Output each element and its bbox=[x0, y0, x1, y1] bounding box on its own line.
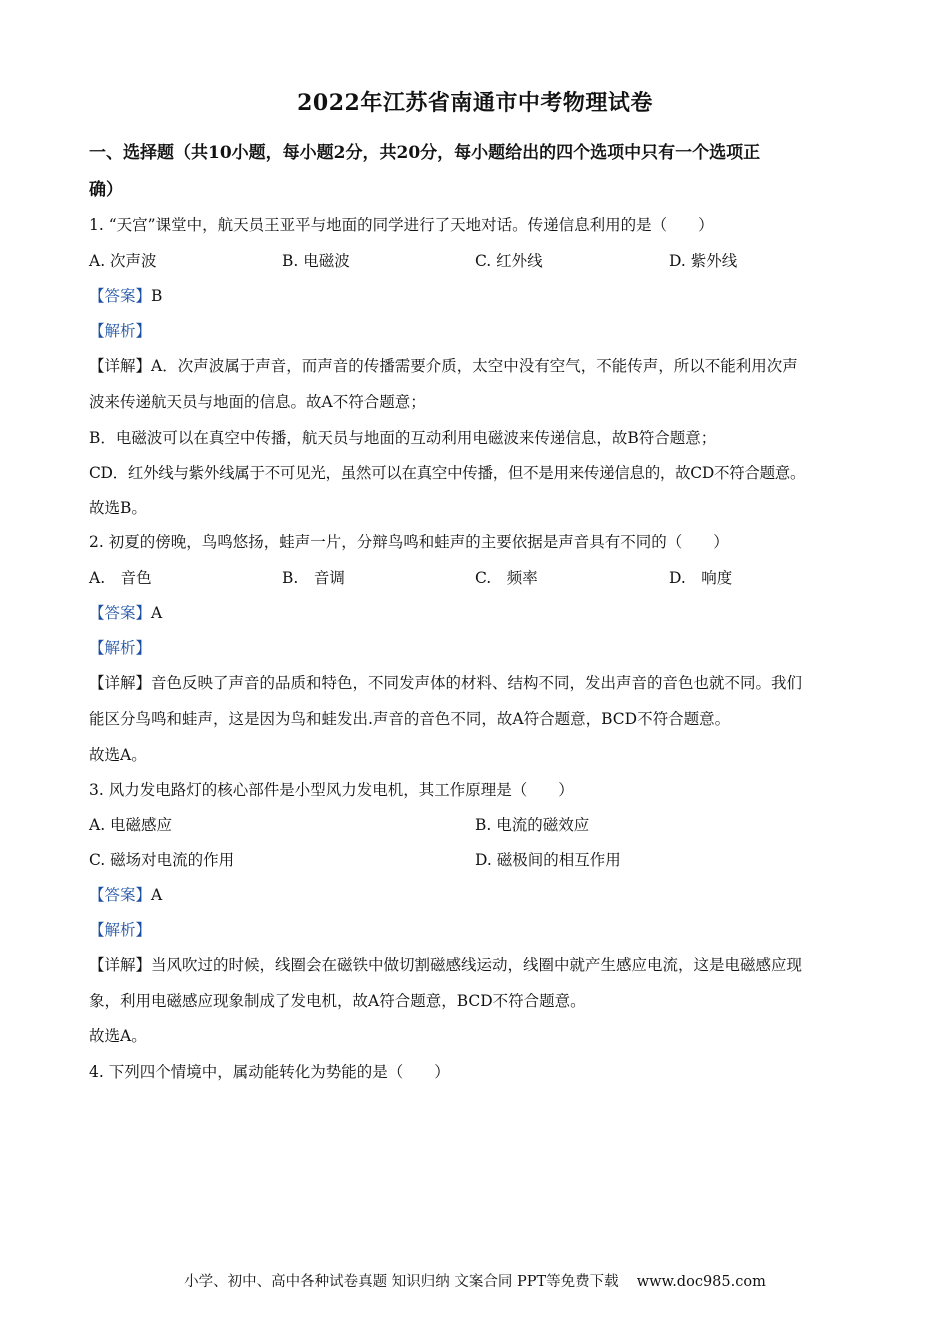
q2-option-a: A. 音色 bbox=[89, 569, 152, 587]
q1-option-a: A. 次声波 bbox=[89, 252, 157, 270]
answer-tag: 【答案】 bbox=[89, 886, 152, 904]
answer-tag: 【答案】 bbox=[89, 604, 152, 622]
section-heading-line1: 一、选择题（共10小题，每小题2分，共20分，每小题给出的四个选项中只有一个选项正 bbox=[89, 143, 761, 163]
answer-value: A bbox=[151, 886, 163, 904]
q1-option-d: D. 紫外线 bbox=[669, 252, 738, 270]
q3-option-b: B. 电流的磁效应 bbox=[475, 816, 590, 834]
q1-detail-line: 故选B。 bbox=[89, 499, 147, 517]
q1-analysis-tag: 【解析】 bbox=[89, 322, 152, 340]
q3-detail-line: 象，利用电磁感应现象制成了发电机，故A符合题意，BCD不符合题意。 bbox=[89, 992, 586, 1010]
question-1-stem: 1. “天宫”课堂中，航天员王亚平与地面的同学进行了天地对话。传递信息利用的是（ ） bbox=[89, 216, 714, 234]
q3-answer bbox=[89, 885, 162, 905]
q1-detail-line: CD．红外线与紫外线属于不可见光，虽然可以在真空中传播，但不是用来传递信息的，故CD不符合题意。 bbox=[89, 464, 806, 482]
q2-option-d: D. 响度 bbox=[669, 569, 733, 587]
answer-value: B bbox=[151, 287, 163, 305]
answer-value: A bbox=[151, 604, 163, 622]
q3-detail-line: 故选A。 bbox=[89, 1027, 147, 1045]
q1-detail-line: 波来传递航天员与地面的信息。故A不符合题意； bbox=[89, 393, 426, 411]
q3-analysis-tag: 【解析】 bbox=[89, 921, 152, 939]
question-4-stem: 4. 下列四个情境中，属动能转化为势能的是（ ） bbox=[89, 1063, 450, 1081]
q3-option-d: D. 磁极间的相互作用 bbox=[475, 851, 621, 869]
q2-detail-line: 能区分鸟鸣和蛙声，这是因为鸟和蛙发出.声音的音色不同，故A符合题意，BCD不符合题意。 bbox=[89, 710, 731, 728]
q1-detail-line: B．电磁波可以在真空中传播，航天员与地面的互动利用电磁波来传递信息，故B符合题意； bbox=[89, 429, 717, 447]
page-title: 2022年江苏省南通市中考物理试卷 bbox=[297, 90, 653, 116]
q2-analysis-tag: 【解析】 bbox=[89, 639, 152, 657]
q3-option-a: A. 电磁感应 bbox=[89, 816, 173, 834]
section-heading-line2: 确） bbox=[89, 180, 123, 200]
page-footer bbox=[0, 1270, 950, 1291]
q2-answer bbox=[89, 603, 162, 623]
question-2-stem: 2. 初夏的傍晚，鸟鸣悠扬，蛙声一片，分辩鸟鸣和蛙声的主要依据是声音具有不同的（ ） bbox=[89, 533, 729, 551]
q3-option-c: C. 磁场对电流的作用 bbox=[89, 851, 235, 869]
q2-option-c: C. 频率 bbox=[475, 569, 538, 587]
footer-url[interactable]: www.doc985.com bbox=[636, 1274, 766, 1290]
question-3-stem: 3. 风力发电路灯的核心部件是小型风力发电机，其工作原理是（ ） bbox=[89, 781, 574, 799]
q1-answer bbox=[89, 286, 162, 306]
answer-tag: 【答案】 bbox=[89, 287, 152, 305]
footer-text: 小学、初中、高中各种试卷真题 知识归纳 文案合同 PPT等免费下载 bbox=[184, 1274, 619, 1290]
q2-detail-line: 故选A。 bbox=[89, 746, 147, 764]
q1-detail-line: 【详解】A．次声波属于声音，而声音的传播需要介质，太空中没有空气，不能传声，所以不能利用次声 bbox=[89, 357, 798, 375]
q1-option-b: B. 电磁波 bbox=[282, 252, 350, 270]
q2-detail-line: 【详解】音色反映了声音的品质和特色，不同发声体的材料、结构不同，发出声音的音色也就不同。我们 bbox=[89, 674, 803, 692]
q1-option-c: C. 红外线 bbox=[475, 252, 543, 270]
q3-detail-line: 【详解】当风吹过的时候，线圈会在磁铁中做切割磁感线运动，线圈中就产生感应电流，这是电磁感应现 bbox=[89, 956, 803, 974]
q2-option-b: B. 音调 bbox=[282, 569, 345, 587]
